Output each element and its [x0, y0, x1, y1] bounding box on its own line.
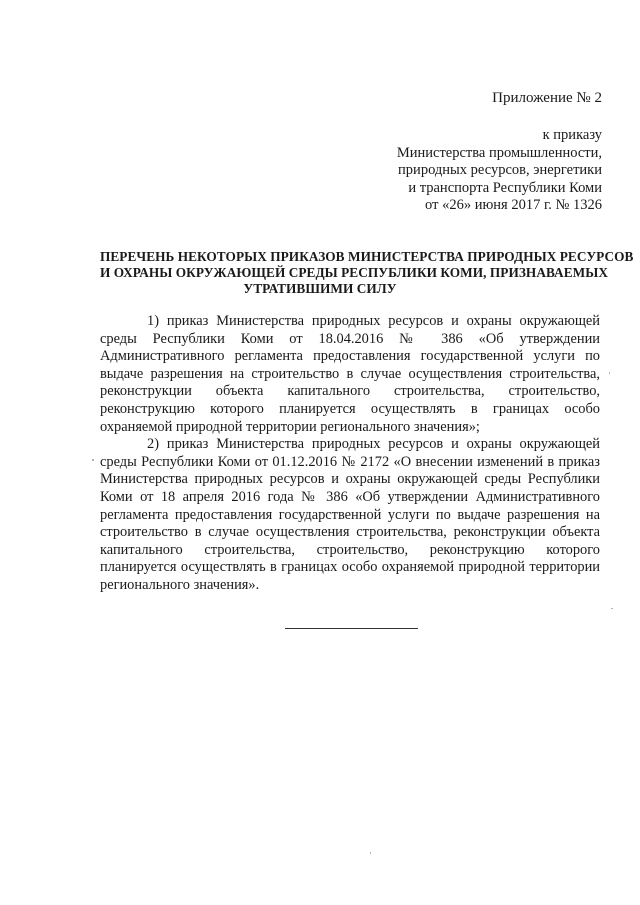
order-reference — [397, 127, 602, 215]
document-title — [100, 249, 634, 297]
list-item: 1) приказ Министерства природных ресурсов и охраны окружающей среды Республики Коми от 18.04.2016 № 386 «Об утверждении Административного регламента предоставления государственной услуги по выдаче разрешения на строительство в случае осуществления строительства, реконструкции объекта капитального строительства, строительство, реконструкцию которого планируется осуществлять в границах особо охраняемой природной территории регионального значения»; — [100, 313, 600, 435]
closing-divider — [285, 628, 418, 629]
list-item: 2) приказ Министерства природных ресурсов и охраны окружающей среды Республики Коми от 01.12.2016 № 2172 «О внесении изменений в приказ Министерства природных ресурсов и охраны окружающей среды Республики Коми от 18 апреля 2016 года № 386 «Об утверждении Административного регламента предоставления государственной услуги по выдаче разрешения на строительство в случае осуществления строительства, реконструкции объекта капитального строительства, строительство, реконструкцию которого планируется осуществлять в границах особо охраняемой природной территории регионального значения». — [100, 436, 600, 593]
order-reference-line: и транспорта Республики Коми — [408, 179, 602, 196]
scan-speck — [370, 852, 371, 854]
scan-speck — [611, 608, 613, 609]
order-reference-line: от «26» июня 2017 г. № 1326 — [425, 197, 602, 213]
document-title-line: УТРАТИВШИМИ СИЛУ — [243, 281, 397, 296]
order-reference-line: Министерства промышленности, — [396, 144, 602, 161]
order-reference-line: к приказу — [542, 127, 602, 143]
document-title-line: ПЕРЕЧЕНЬ НЕКОТОРЫХ ПРИКАЗОВ МИНИСТЕРСТВА ПРИРОДНЫХ РЕСУРСОВ — [100, 249, 634, 264]
appendix-number: Приложение № 2 — [492, 90, 602, 106]
document-title-line: И ОХРАНЫ ОКРУЖАЮЩЕЙ СРЕДЫ РЕСПУБЛИКИ КОМИ, ПРИЗНАВАЕМЫХ — [100, 265, 608, 280]
repealed-orders-list — [100, 313, 600, 595]
order-reference-line: природных ресурсов, энергетики — [398, 162, 602, 178]
scan-speck — [609, 372, 610, 374]
scan-speck — [92, 459, 94, 461]
